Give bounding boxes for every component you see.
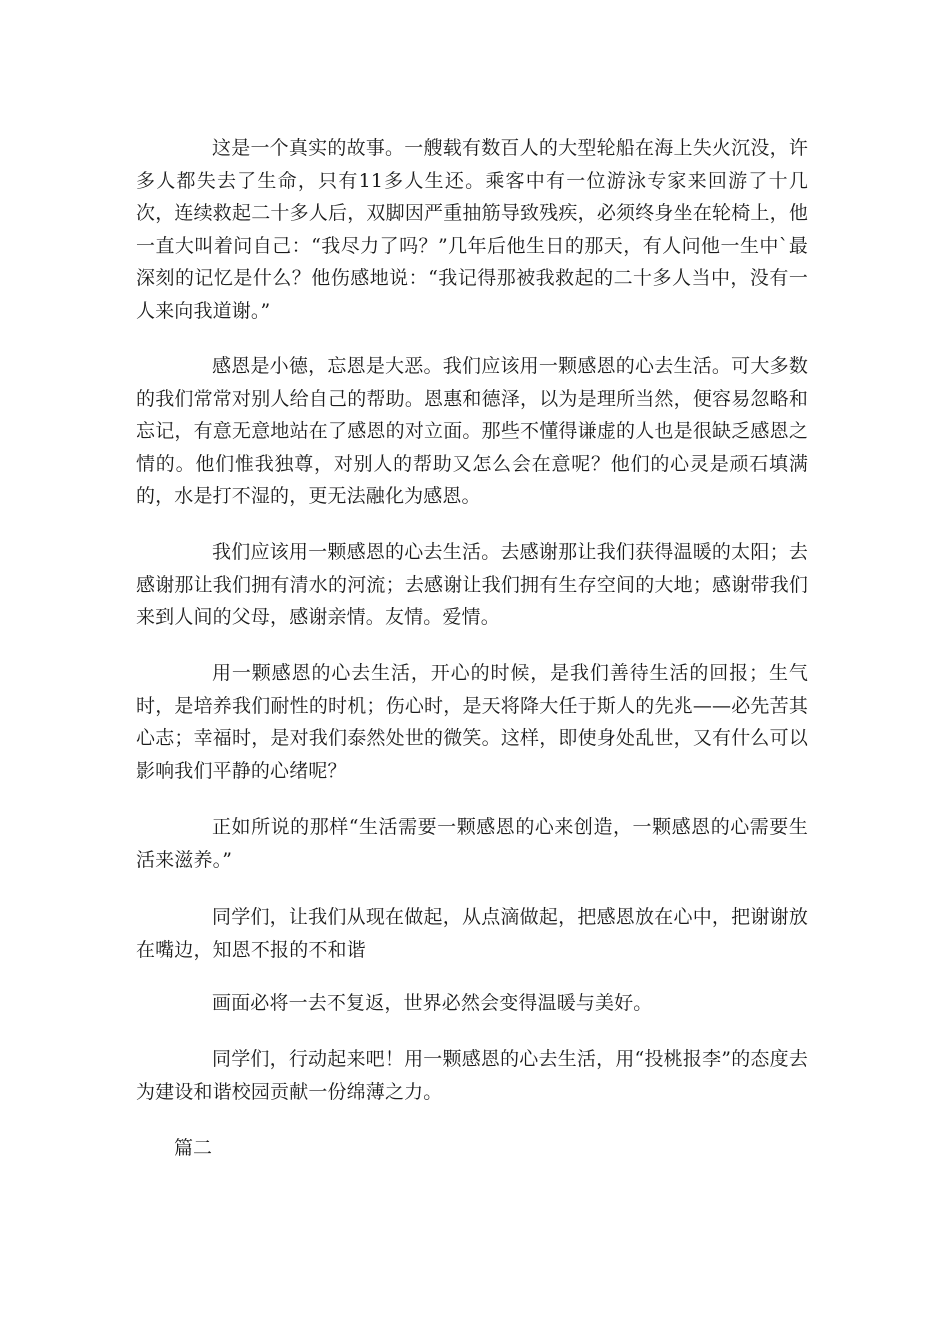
paragraph-call-to-start: 同学们，让我们从现在做起，从点滴做起，把感恩放在心中，把谢谢放在嘴边，知恩不报的不和谐 xyxy=(136,906,808,961)
section-heading: 篇二 xyxy=(174,1137,213,1159)
paragraph-action: 同学们，行动起来吧！用一颗感恩的心去生活，用“投桃报李”的态度去为建设和谐校园贡献一份绵薄之力。 xyxy=(136,1048,808,1103)
paragraph-quote: 正如所说的那样“生活需要一颗感恩的心来创造，一颗感恩的心需要生活来滋养。” xyxy=(136,816,808,871)
paragraph-story: 这是一个真实的故事。一艘载有数百人的大型轮船在海上失火沉没，许多人都失去了生命，只有11多人生还。乘客中有一位游泳专家来回游了十几次，连续救起二十多人后，双脚因严重抽筋导致残疾，必须终身坐在轮椅上，他一直大叫着问自己：“我尽力了吗？”几年后他生日的那天，有人问他一生中`最深刻的记忆是什么？他伤感地说：“我记得那被我救起的二十多人当中，没有一人来向我道谢。” xyxy=(136,137,808,322)
paragraph-live-with-gratitude: 我们应该用一颗感恩的心去生活。去感谢那让我们获得温暖的太阳；去感谢那让我们拥有清水的河流；去感谢让我们拥有生存空间的大地；感谢带我们来到人间的父母，感谢亲情。友情。爱情。 xyxy=(136,541,808,628)
paragraph-world-warm: 画面必将一去不复返，世界必然会变得温暖与美好。 xyxy=(212,992,653,1014)
paragraph-moods: 用一颗感恩的心去生活，开心的时候，是我们善待生活的回报；生气时，是培养我们耐性的时机；伤心时，是天将降大任于斯人的先兆——必先苦其心志；幸福时，是对我们泰然处世的微笑。这样，即使身处乱世，又有什么可以影响我们平静的心绪呢？ xyxy=(136,662,808,782)
paragraph-gratitude-virtue: 感恩是小德，忘恩是大恶。我们应该用一颗感恩的心去生活。可大多数的我们常常对别人给自己的帮助。恩惠和德泽，以为是理所当然，便容易忽略和忘记，有意无意地站在了感恩的对立面。那些不懂得谦虚的人也是很缺乏感恩之情的。他们惟我独尊，对别人的帮助又怎么会在意呢？他们的心灵是顽石填满的，水是打不湿的，更无法融化为感恩。 xyxy=(136,355,808,507)
